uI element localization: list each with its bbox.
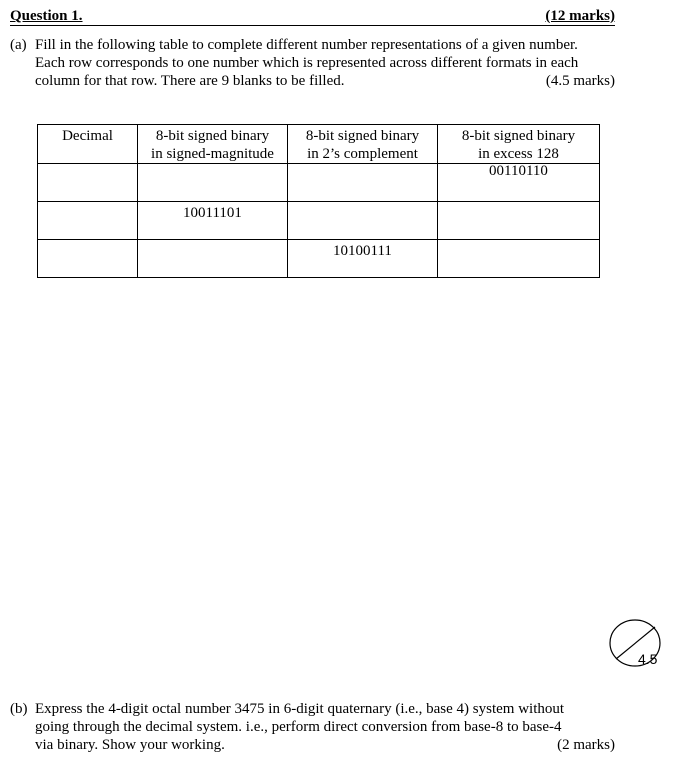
table-cell[interactable] — [138, 164, 288, 202]
table-cell: 10100111 — [288, 240, 438, 278]
table-row — [38, 202, 600, 240]
table-cell[interactable] — [38, 164, 138, 202]
part-b-label: (b) — [10, 701, 28, 717]
header-excess-128: 8-bit signed binary in excess 128 — [438, 125, 600, 164]
table-cell[interactable] — [288, 164, 438, 202]
part-b-line-2: going through the decimal system. i.e., perform direct conversion from base-8 to base-4 — [35, 719, 562, 735]
table-cell[interactable] — [38, 202, 138, 240]
table-row — [38, 164, 600, 202]
part-b-marks: (2 marks) — [557, 737, 615, 753]
table-cell[interactable] — [138, 240, 288, 278]
part-b-line-1: Express the 4-digit octal number 3475 in 6-digit quaternary (i.e., base 4) system without — [35, 701, 565, 717]
part-b-text — [0, 700, 686, 760]
table-cell[interactable] — [438, 202, 600, 240]
part-a-text — [0, 36, 686, 96]
question-title: Question 1. — [10, 8, 83, 24]
header-signed-magnitude: 8-bit signed binary in signed-magnitude — [138, 125, 288, 164]
table-row — [38, 240, 600, 278]
table-cell[interactable] — [438, 240, 600, 278]
question-marks: (12 marks) — [545, 8, 615, 24]
representation-table — [37, 124, 600, 278]
part-a-line-3: column for that row. There are 9 blanks to be filled. — [35, 73, 345, 89]
part-a-line-1: Fill in the following table to complete different number representations of a given number. — [35, 37, 578, 53]
part-a-line-2: Each row corresponds to one number which is represented across different formats in each — [35, 55, 579, 71]
part-a-marks: (4.5 marks) — [545, 73, 615, 89]
question-header — [10, 8, 615, 26]
header-twos-complement: 8-bit signed binary in 2’s complement — [288, 125, 438, 164]
score-value: 4.5 — [638, 651, 658, 667]
table-cell: 00110110 — [438, 164, 600, 202]
header-decimal: Decimal — [38, 125, 138, 164]
part-b-line-3: via binary. Show your working. — [35, 737, 225, 753]
part-a-label: (a) — [10, 37, 27, 53]
table-header-row — [38, 125, 600, 164]
table-cell[interactable] — [38, 240, 138, 278]
table-cell: 10011101 — [138, 202, 288, 240]
table-cell[interactable] — [288, 202, 438, 240]
